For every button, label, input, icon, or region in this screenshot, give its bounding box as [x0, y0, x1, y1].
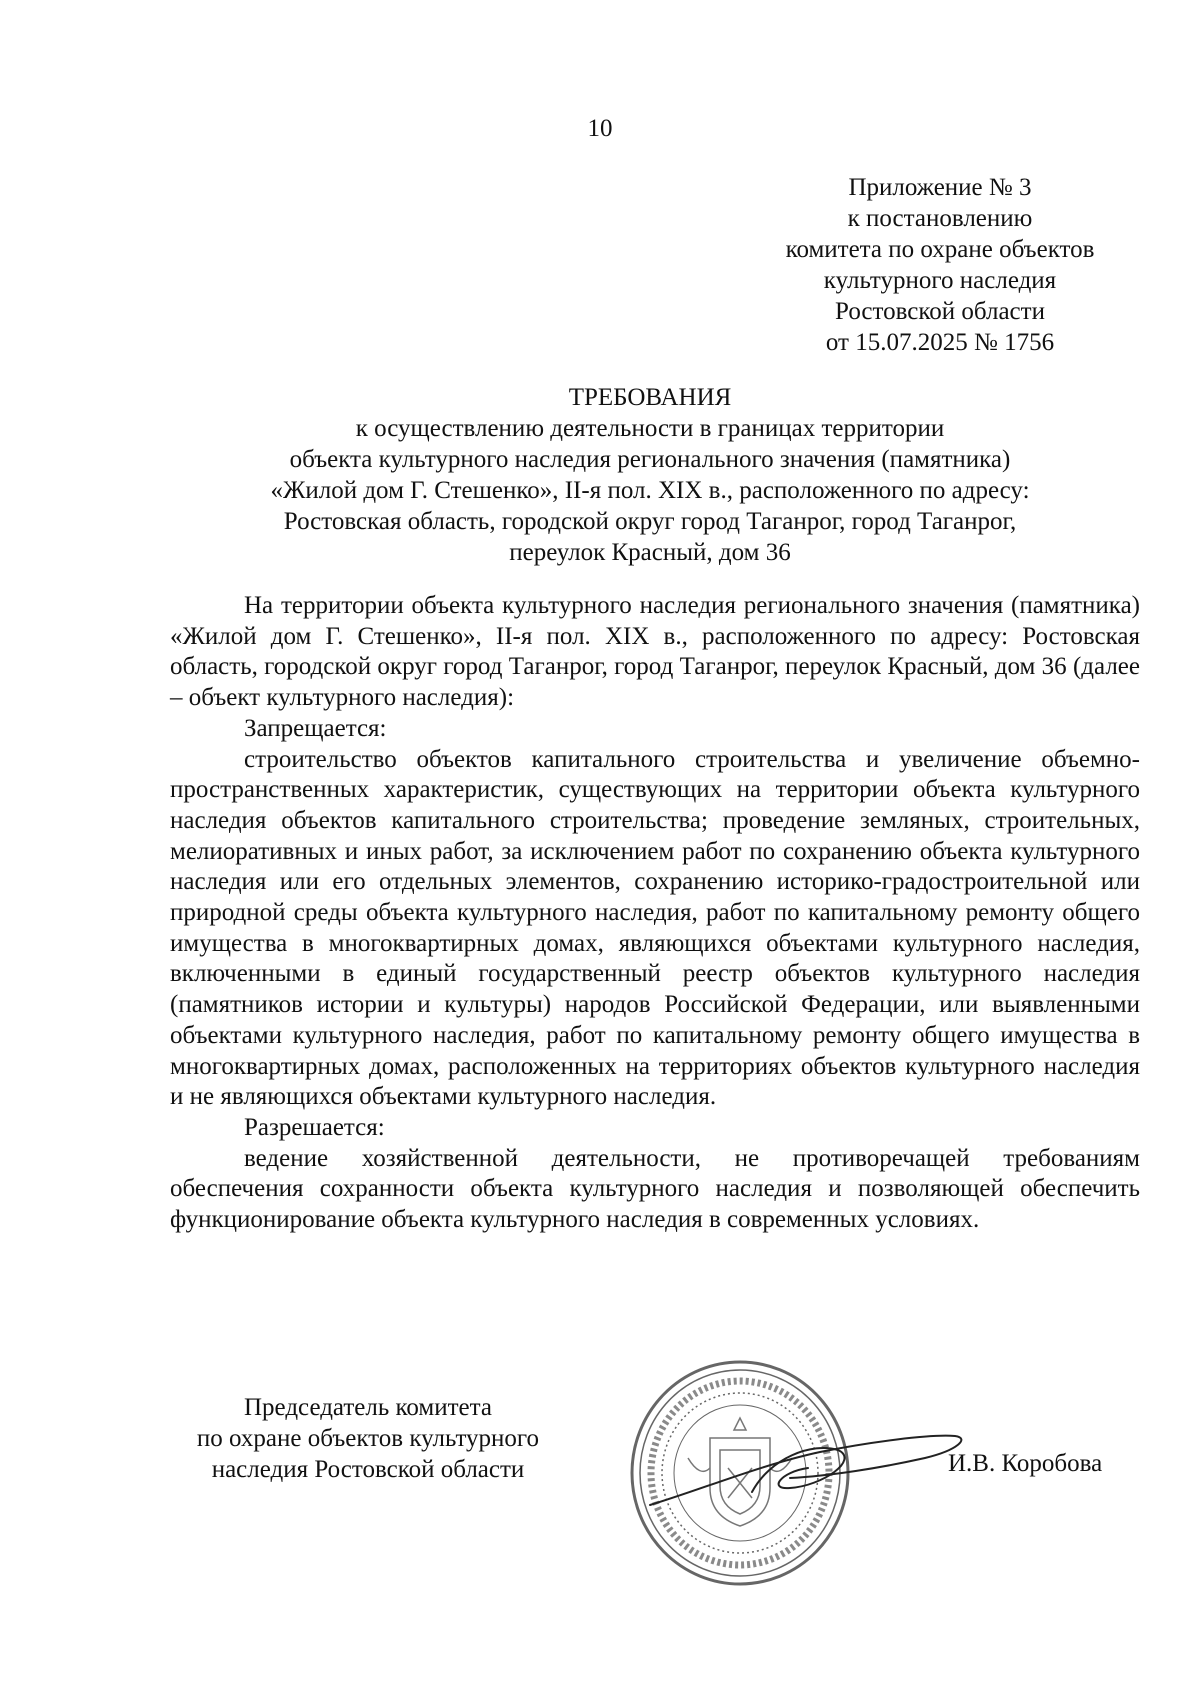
title-line: Ростовская область, городской округ город Таганрог, город Таганрог, — [283, 508, 1017, 535]
appendix-line: комитета по охране объектов — [785, 236, 1095, 263]
title-heading: ТРЕБОВАНИЯ — [568, 384, 732, 411]
position-line: по охране объектов культурного — [196, 1425, 540, 1452]
appendix-line: к постановлению — [847, 205, 1033, 232]
page-number: 10 — [587, 115, 613, 142]
allowed-heading: Разрешается: — [244, 1113, 385, 1141]
signatory-position — [158, 1392, 578, 1485]
appendix-block — [740, 172, 1140, 358]
prohibited-paragraph: строительство объектов капитального строительства и увеличение объемно-пространственных характеристик, существующих на территории объекта культурного наследия объектов капитального строительства; проведение земляных, строительных, мелиоративных и иных работ, за исключением работ по сохранению объекта культурного наследия или его отдельных элементов, сохранению историко-градостроительной или природной среды объекта культурного наследия, работ по капитальному ремонту общего имущества в многоквартирных домах, являющихся объектами культурного наследия, включенными в единый государственный реестр объектов культурного наследия (памятников истории и культуры) народов Российской Федерации, или выявленными объектами культурного наследия, работ по капитальному ремонту общего имущества в многоквартирных домах, расположенных на территориях объектов культурного наследия и не являющихся объектами культурного наследия. — [170, 745, 1140, 1111]
title-line: к осуществлению деятельности в границах территории — [355, 415, 945, 442]
appendix-line: культурного наследия — [823, 267, 1057, 294]
appendix-line: от 15.07.2025 № 1756 — [825, 329, 1055, 356]
prohibited-heading: Запрещается: — [244, 714, 387, 742]
handwritten-signature — [640, 1420, 970, 1520]
intro-paragraph: На территории объекта культурного наследия регионального значения (памятника) «Жилой дом Г. Стешенко», II-я пол. XIX в., расположенного по адресу: Ростовская область, городской округ город Таганрог, город Таганрог, переулок Красный, дом 36 (далее – объект культурного наследия): — [170, 592, 1140, 712]
allowed-paragraph: ведение хозяйственной деятельности, не противоречащей требованиям обеспечения сохранности объекта культурного наследия и позволяющей обеспечить функционирование объекта культурного наследия в современных условиях. — [170, 1144, 1140, 1234]
appendix-line: Приложение № 3 — [848, 174, 1032, 201]
title-line: переулок Красный, дом 36 — [509, 539, 791, 566]
signer-name: И.В. Коробова — [948, 1450, 1103, 1477]
position-line: Председатель комитета — [244, 1394, 492, 1421]
appendix-line: Ростовской области — [835, 298, 1045, 325]
position-line: наследия Ростовской области — [211, 1456, 525, 1483]
title-line: «Жилой дом Г. Стешенко», II-я пол. XIX в., расположенного по адресу: — [270, 477, 1030, 504]
document-title — [160, 382, 1140, 568]
document-body — [170, 591, 1140, 1236]
title-line: объекта культурного наследия регионального значения (памятника) — [289, 446, 1011, 473]
